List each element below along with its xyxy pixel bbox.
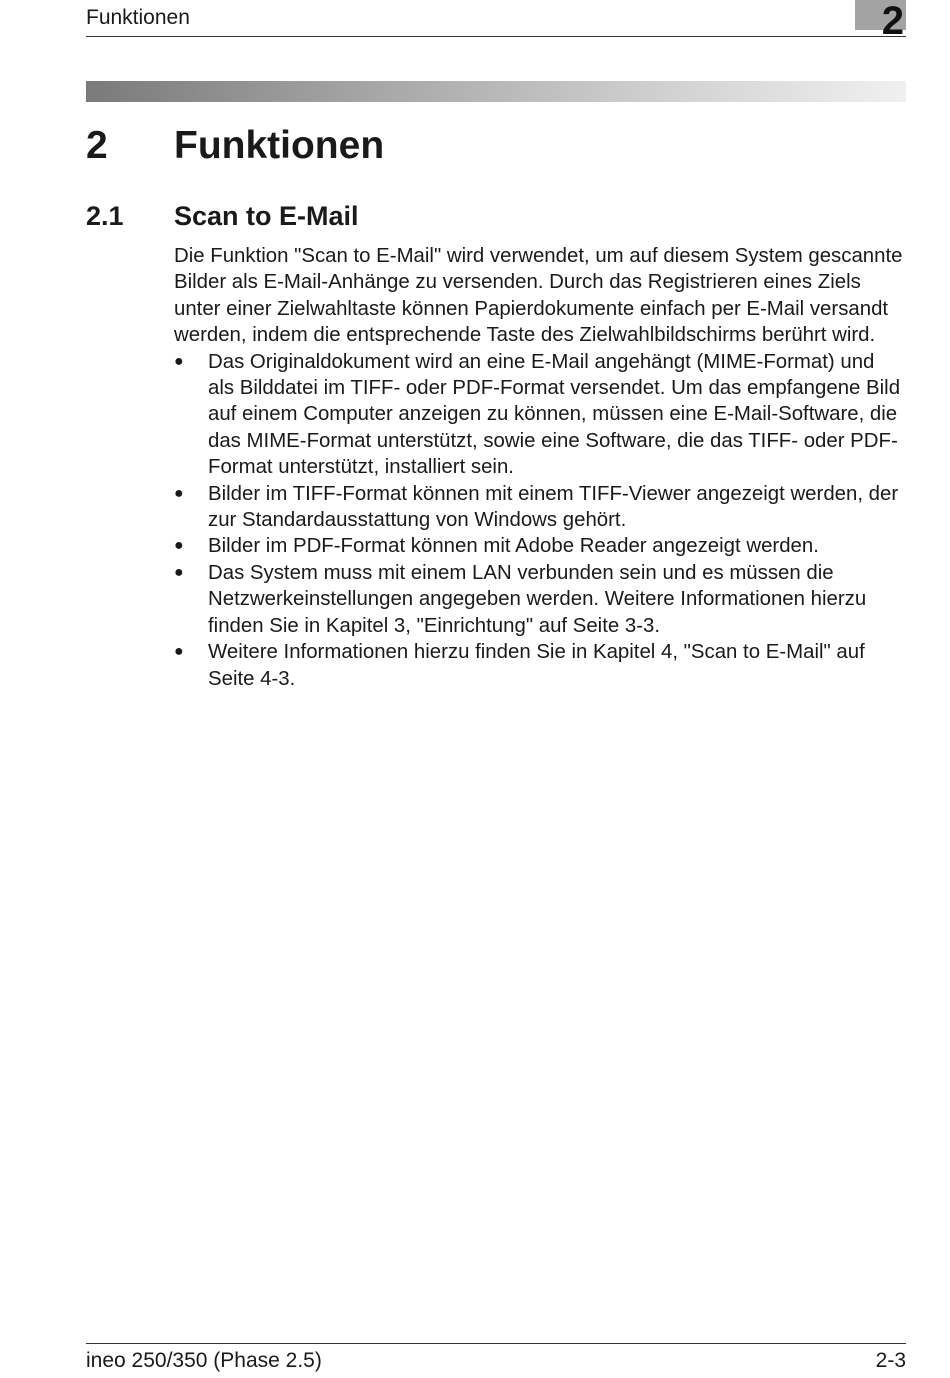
running-header-title: Funktionen	[86, 6, 190, 29]
section-number: 2.1	[86, 201, 124, 231]
chapter-number: 2	[86, 124, 108, 167]
chapter-heading	[86, 122, 384, 170]
header-divider	[86, 36, 906, 37]
list-item-text: Bilder im TIFF-Format können mit einem TIFF-Viewer angezeigt werden, der zur Standardausstattung von Windows gehört.	[208, 482, 899, 532]
footer-page-number: 2-3	[875, 1349, 906, 1372]
section-body	[174, 243, 906, 692]
bullet-icon: ●	[174, 352, 184, 370]
list-item-text: Bilder im PDF-Format können mit Adobe Reader angezeigt werden.	[208, 535, 819, 558]
list-item	[174, 481, 906, 534]
list-item-text: Weitere Informationen hierzu finden Sie in Kapitel 4, "Scan to E-Mail" auf Seite 4-3.	[208, 641, 865, 690]
chapter-gradient-bar	[86, 81, 906, 102]
intro-paragraph: Die Funktion "Scan to E-Mail" wird verwendet, um auf diesem System gescannte Bilder als E-Mail-Anhänge zu versenden. Durch das Registrieren eines Ziels unter einer Zielwahltaste können Papierdokumente einfach per E-Mail versandt werden, indem die entsprechende Taste des Zielwahlbildschirms berührt wird.	[174, 245, 903, 347]
list-item	[174, 560, 906, 639]
chapter-title: Funktionen	[174, 124, 385, 167]
section-heading	[86, 199, 359, 233]
list-item-text: Das System muss mit einem LAN verbunden sein und es müssen die Netzwerkeinstellungen angegeben werden. Weitere Informationen hierzu finden Sie in Kapitel 3, "Einrichtung" auf Seite 3-3.	[208, 561, 867, 637]
list-item	[174, 533, 906, 559]
list-item	[174, 349, 906, 481]
bullet-icon: ●	[174, 484, 184, 502]
section-title: Scan to E-Mail	[174, 201, 359, 231]
footer-product-name: ineo 250/350 (Phase 2.5)	[86, 1349, 322, 1372]
list-item	[174, 639, 906, 692]
bullet-icon: ●	[174, 643, 184, 661]
chapter-tab-number: 2	[881, 0, 904, 43]
list-item-text: Das Originaldokument wird an eine E-Mail angehängt (MIME-Format) und als Bilddatei im TIFF- oder PDF-Format versendet. Um das empfangene Bild auf einem Computer anzeigen zu können, müssen eine E-Mail-Software, die das MIME-Format unterstützt, sowie eine Software, die das TIFF- oder PDF-Format unterstützt, installiert sein.	[208, 350, 901, 479]
bullet-icon: ●	[174, 563, 184, 581]
chapter-tab	[855, 0, 906, 43]
bullet-icon: ●	[174, 537, 184, 555]
bullet-list	[174, 349, 906, 692]
footer-divider	[86, 1343, 906, 1344]
